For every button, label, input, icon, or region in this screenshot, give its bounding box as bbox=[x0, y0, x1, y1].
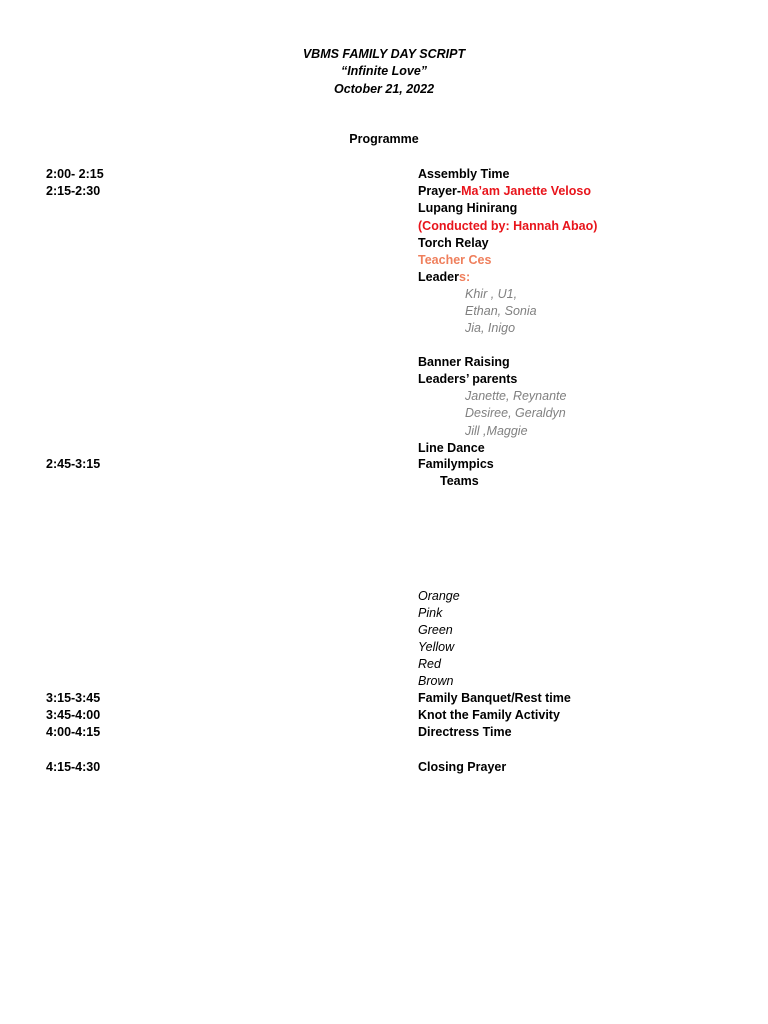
activity-knot-family: Knot the Family Activity bbox=[418, 708, 560, 722]
team-color: Green bbox=[418, 623, 453, 637]
teacher-name: Teacher Ces bbox=[418, 253, 492, 267]
leaders-label: Leader bbox=[418, 270, 459, 284]
time-slot: 2:00- 2:15 bbox=[46, 167, 104, 181]
time-slot: 4:15-4:30 bbox=[46, 760, 101, 774]
section-heading: Programme bbox=[349, 132, 419, 146]
doc-title: VBMS FAMILY DAY SCRIPT bbox=[302, 47, 466, 61]
conducted-by-note: (Conducted by: Hannah Abao) bbox=[418, 219, 598, 233]
activity-assembly: Assembly Time bbox=[418, 167, 510, 181]
activity-family-banquet: Family Banquet/Rest time bbox=[418, 691, 571, 705]
teams-heading: Teams bbox=[440, 474, 479, 488]
parent-names: Desiree, Geraldyn bbox=[465, 406, 566, 420]
time-slot: 3:45-4:00 bbox=[46, 708, 101, 722]
team-color: Pink bbox=[418, 606, 443, 620]
prayer-label: Prayer- bbox=[418, 184, 462, 198]
activity-torch-relay: Torch Relay bbox=[418, 236, 489, 250]
activity-banner-raising: Banner Raising bbox=[418, 355, 510, 369]
time-slot: 3:15-3:45 bbox=[46, 691, 101, 705]
prayer-leader-name: Ma’am Janette Veloso bbox=[461, 184, 592, 198]
leaders-suffix: s: bbox=[459, 270, 471, 284]
parent-names: Jill ,Maggie bbox=[465, 424, 528, 438]
leader-names: Khir , U1, bbox=[465, 287, 518, 301]
activity-lupang-hinirang: Lupang Hinirang bbox=[418, 201, 518, 215]
team-color: Red bbox=[418, 657, 441, 671]
time-slot: 2:15-2:30 bbox=[46, 184, 101, 198]
team-color: Orange bbox=[418, 589, 460, 603]
team-color: Yellow bbox=[418, 640, 455, 654]
activity-directress-time: Directress Time bbox=[418, 725, 512, 739]
leaders-parents-heading: Leaders’ parents bbox=[418, 372, 518, 386]
leader-names: Ethan, Sonia bbox=[465, 304, 537, 318]
activity-line-dance: Line Dance bbox=[418, 441, 485, 455]
time-slot: 4:00-4:15 bbox=[46, 725, 101, 739]
leaders-heading bbox=[418, 269, 470, 285]
leader-names: Jia, Inigo bbox=[465, 321, 516, 335]
doc-date: October 21, 2022 bbox=[333, 82, 435, 96]
activity-prayer bbox=[418, 183, 591, 199]
activity-familympics: Familympics bbox=[418, 457, 494, 471]
team-color: Brown bbox=[418, 674, 454, 688]
time-slot: 2:45-3:15 bbox=[46, 457, 101, 471]
parent-names: Janette, Reynante bbox=[465, 389, 567, 403]
activity-closing-prayer: Closing Prayer bbox=[418, 760, 507, 774]
doc-subtitle: “Infinite Love” bbox=[340, 64, 428, 78]
